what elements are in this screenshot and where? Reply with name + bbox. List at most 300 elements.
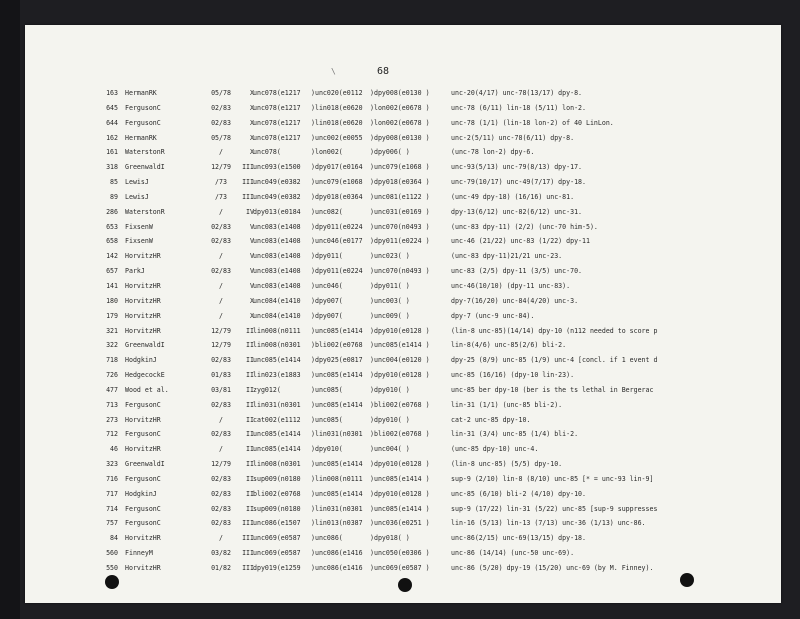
record-date: 05/78 <box>211 89 231 97</box>
chromosome: II <box>246 474 254 483</box>
result-note: unc-79(10/17) unc-49(7/17) dpy-18. <box>451 178 586 187</box>
locus-c: )dpy008(e0130 ) <box>370 133 430 142</box>
locus-c: )lon002(e0678 ) <box>370 103 430 112</box>
author-name: HorvitzHR <box>125 445 161 454</box>
locus-c: )unc081(e1122 ) <box>370 192 430 201</box>
locus-c: )unc070(n0493 ) <box>370 267 430 276</box>
locus-a: lin031(n0301 <box>253 400 301 409</box>
locus-a: unc084(e1410 <box>253 296 301 305</box>
chromosome: III <box>242 178 254 187</box>
table-row <box>25 279 781 294</box>
locus-b: )unc085(e1414 <box>311 489 363 498</box>
author-name: FinneyM <box>125 549 153 558</box>
locus-b: )unc085( <box>311 415 343 424</box>
result-note: unc-78 (1/1) (lin-18 lon-2) of 40 LinLon. <box>451 118 614 127</box>
record-number: 658 <box>106 237 118 246</box>
locus-a: unc084(e1410 <box>253 311 301 320</box>
locus-c: )dpy018( ) <box>370 534 410 543</box>
table-row <box>25 516 781 531</box>
table-row <box>25 338 781 353</box>
result-note: (unc-78 lon-2) dpy-6. <box>451 148 535 157</box>
record-number: 142 <box>106 252 118 261</box>
table-row <box>25 294 781 309</box>
author-name: HermanRK <box>125 89 157 97</box>
result-note: unc-20(4/17) unc-78(13/17) dpy-8. <box>451 89 583 97</box>
punch-hole-center <box>398 578 412 592</box>
table-row <box>25 145 781 160</box>
locus-a: unc078(e1217 <box>253 118 301 127</box>
locus-a: lin008(n0301 <box>253 460 301 469</box>
locus-a: lin023(e1883 <box>253 371 301 380</box>
locus-a: sup009(n0180 <box>253 504 301 513</box>
locus-a: cat002(e1112 <box>253 415 301 424</box>
table-row <box>25 131 781 146</box>
locus-c: )dpy018(e0364 ) <box>370 178 430 187</box>
table-row <box>25 353 781 368</box>
locus-c: )unc036(e0251 ) <box>370 519 430 528</box>
table-row <box>25 531 781 546</box>
locus-b: )unc020(e0112 <box>311 89 363 97</box>
locus-b: )unc002(e0055 <box>311 133 363 142</box>
film-frame-edge <box>0 0 20 619</box>
locus-a: unc085(e1414 <box>253 430 301 439</box>
author-name: LewisJ <box>125 192 149 201</box>
record-number: 162 <box>106 133 118 142</box>
locus-b: )dpy025(e0817 <box>311 356 363 365</box>
chromosome: V <box>250 222 254 231</box>
table-row <box>25 561 781 576</box>
locus-a: unc083(e1408 <box>253 222 301 231</box>
locus-c: )unc085(e1414 ) <box>370 341 430 350</box>
locus-c: )bli002(e0768 ) <box>370 430 430 439</box>
author-name: GreenwaldI <box>125 163 165 172</box>
locus-c: )unc070(n0493 ) <box>370 222 430 231</box>
result-note: (unc-83 dpy-11)21/21 unc-23. <box>451 252 563 261</box>
locus-a: unc083(e1408 <box>253 252 301 261</box>
author-name: HorvitzHR <box>125 281 161 290</box>
locus-b: )lin018(e0620 <box>311 118 363 127</box>
result-note: unc-86(2/15) unc-69(13/15) dpy-18. <box>451 534 586 543</box>
record-date: 12/79 <box>211 460 231 469</box>
result-note: (lin-8 unc-85)(14/14) dpy-10 (n112 needed to score p <box>451 326 658 335</box>
locus-c: )dpy010( ) <box>370 415 410 424</box>
locus-b: )dpy011(e0224 <box>311 222 363 231</box>
locus-a: unc083(e1408 <box>253 267 301 276</box>
record-number: 477 <box>106 385 118 394</box>
locus-b: )lin018(e0620 <box>311 103 363 112</box>
record-number: 550 <box>106 564 118 572</box>
record-date: 02/83 <box>211 430 231 439</box>
table-row <box>25 160 781 175</box>
locus-a: lin008(n0301 <box>253 341 301 350</box>
locus-c: )dpy008(e0130 ) <box>370 89 430 97</box>
result-note: lin-8(4/6) unc-85(2/6) bli-2. <box>451 341 567 350</box>
locus-b: )bli002(e0768 <box>311 341 363 350</box>
chromosome: IV <box>246 207 254 216</box>
record-number: 46 <box>110 445 118 454</box>
locus-b: )unc086(e1416 <box>311 564 363 572</box>
author-name: LewisJ <box>125 178 149 187</box>
locus-c: )unc050(e0306 ) <box>370 549 430 558</box>
author-name: HorvitzHR <box>125 564 161 572</box>
locus-b: )dpy007( <box>311 311 343 320</box>
record-date: 02/83 <box>211 103 231 112</box>
locus-b: )unc085(e1414 <box>311 460 363 469</box>
author-name: FergusonC <box>125 400 161 409</box>
result-note: lin-16 (5/13) lin-13 (7/13) unc-36 (1/13) unc-86. <box>451 519 646 528</box>
record-number: 286 <box>106 207 118 216</box>
record-date: 02/83 <box>211 504 231 513</box>
result-note: unc-86 (14/14) (unc-50 unc-69). <box>451 549 575 558</box>
result-note: dpy-7 (unc-9 unc-84). <box>451 311 535 320</box>
locus-a: unc085(e1414 <box>253 445 301 454</box>
author-name: FergusonC <box>125 430 161 439</box>
locus-b: )dpy017(e0164 <box>311 163 363 172</box>
table-row <box>25 309 781 324</box>
record-date: / <box>219 445 223 454</box>
locus-c: )unc004( ) <box>370 445 410 454</box>
result-note: cat-2 unc-85 dpy-10. <box>451 415 531 424</box>
locus-a: unc078(e1217 <box>253 89 301 97</box>
chromosome: II <box>246 356 254 365</box>
record-number: 163 <box>106 89 118 97</box>
record-number: 560 <box>106 549 118 558</box>
locus-b: )dpy011(e0224 <box>311 267 363 276</box>
author-name: HodgkinJ <box>125 489 157 498</box>
record-date: 01/82 <box>211 564 231 572</box>
record-number: 716 <box>106 474 118 483</box>
locus-b: )unc046( <box>311 281 343 290</box>
table-row <box>25 116 781 131</box>
author-name: FergusonC <box>125 504 161 513</box>
locus-b: )unc086( <box>311 534 343 543</box>
locus-a: unc083(e1408 <box>253 281 301 290</box>
chromosome: III <box>242 534 254 543</box>
result-note: unc-78 (6/11) lin-18 (5/11) lon-2. <box>451 103 586 112</box>
table-row <box>25 86 781 101</box>
locus-b: )unc085(e1414 <box>311 371 363 380</box>
table-row <box>25 546 781 561</box>
locus-c: )dpy011(e0224 ) <box>370 237 430 246</box>
record-date: 02/83 <box>211 118 231 127</box>
record-number: 757 <box>106 519 118 528</box>
locus-a: dpy019(e1259 <box>253 564 301 572</box>
locus-b: )unc085(e1414 <box>311 400 363 409</box>
chromosome: X <box>250 148 254 157</box>
record-date: / <box>219 415 223 424</box>
chromosome: V <box>250 237 254 246</box>
result-note: unc-86 (5/20) dpy-19 (15/20) unc-69 (by M. Finney). <box>451 564 654 572</box>
result-note: sup-9 (17/22) lin-31 (5/22) unc-85 [sup-9 suppresses <box>451 504 658 513</box>
record-date: / <box>219 252 223 261</box>
locus-c: )bli002(e0768 ) <box>370 400 430 409</box>
record-date: / <box>219 534 223 543</box>
author-name: FergusonC <box>125 519 161 528</box>
locus-c: )unc003( ) <box>370 296 410 305</box>
locus-a: unc049(e0382 <box>253 192 301 201</box>
author-name: HorvitzHR <box>125 311 161 320</box>
chromosome: II <box>246 385 254 394</box>
result-note: (unc-85 dpy-10) unc-4. <box>451 445 539 454</box>
record-number: 644 <box>106 118 118 127</box>
record-number: 273 <box>106 415 118 424</box>
record-date: 05/78 <box>211 133 231 142</box>
table-row <box>25 457 781 472</box>
chromosome: X <box>250 103 254 112</box>
locus-b: )dpy011( <box>311 252 343 261</box>
result-note: unc-85 ber dpy-10 (ber is the ts lethal in Bergerac <box>451 385 654 394</box>
result-note: unc-85 (16/16) (dpy-10 lin-23). <box>451 371 575 380</box>
author-name: FixsenW <box>125 222 153 231</box>
page-tick-mark: \ <box>331 67 336 76</box>
record-number: 323 <box>106 460 118 469</box>
locus-c: )unc023( ) <box>370 252 410 261</box>
record-number: 84 <box>110 534 118 543</box>
locus-c: )dpy010(e0128 ) <box>370 460 430 469</box>
record-date: 02/83 <box>211 237 231 246</box>
locus-c: )unc004(e0120 ) <box>370 356 430 365</box>
record-number: 179 <box>106 311 118 320</box>
record-number: 161 <box>106 148 118 157</box>
record-date: / <box>219 311 223 320</box>
locus-a: unc049(e0382 <box>253 178 301 187</box>
record-date: 12/79 <box>211 341 231 350</box>
locus-b: )dpy007( <box>311 296 343 305</box>
result-note: dpy-13(6/12) unc-82(6/12) unc-31. <box>451 207 583 216</box>
locus-b: )unc086(e1416 <box>311 549 363 558</box>
author-name: FixsenW <box>125 237 153 246</box>
record-date: /73 <box>215 192 227 201</box>
chromosome: II <box>246 504 254 513</box>
record-number: 713 <box>106 400 118 409</box>
record-number: 718 <box>106 356 118 365</box>
locus-b: )unc085( <box>311 385 343 394</box>
result-note: lin-31 (1/1) (unc-85 bli-2). <box>451 400 563 409</box>
author-name: HorvitzHR <box>125 252 161 261</box>
author-name: HedgecockE <box>125 371 165 380</box>
author-name: WaterstonR <box>125 148 165 157</box>
locus-a: unc093(e1500 <box>253 163 301 172</box>
result-note: unc-46(10/10) (dpy-11 unc-83). <box>451 281 571 290</box>
chromosome: III <box>242 549 254 558</box>
locus-c: )unc079(e1068 ) <box>370 163 430 172</box>
page-number: 68 <box>377 66 390 77</box>
result-note: unc-83 (2/5) dpy-11 (3/5) unc-70. <box>451 267 583 276</box>
record-date: 01/83 <box>211 371 231 380</box>
table-row <box>25 205 781 220</box>
author-name: GreenwaldI <box>125 341 165 350</box>
table-row <box>25 324 781 339</box>
record-date: / <box>219 148 223 157</box>
record-date: 12/79 <box>211 163 231 172</box>
locus-c: )dpy010(e0128 ) <box>370 489 430 498</box>
record-number: 318 <box>106 163 118 172</box>
record-date: 03/82 <box>211 549 231 558</box>
locus-b: )lin008(n0111 <box>311 474 363 483</box>
chromosome: III <box>242 564 254 572</box>
table-row <box>25 249 781 264</box>
locus-b: )lon002( <box>311 148 343 157</box>
chromosome: X <box>250 133 254 142</box>
chromosome: II <box>246 415 254 424</box>
locus-b: )lin031(n0301 <box>311 504 363 513</box>
table-row <box>25 234 781 249</box>
record-number: 645 <box>106 103 118 112</box>
chromosome: III <box>242 192 254 201</box>
record-date: 02/83 <box>211 489 231 498</box>
result-note: sup-9 (2/10) lin-8 (8/10) unc-85 [* = unc-93 lin-9] <box>451 474 654 483</box>
locus-a: bli002(e0768 <box>253 489 301 498</box>
author-name: HermanRK <box>125 133 157 142</box>
punch-hole-left <box>105 575 119 589</box>
locus-b: )unc079(e1068 <box>311 178 363 187</box>
locus-a: unc083(e1408 <box>253 237 301 246</box>
table-row <box>25 220 781 235</box>
author-name: HodgkinJ <box>125 356 157 365</box>
result-note: unc-2(5/11) unc-78(6/11) dpy-8. <box>451 133 575 142</box>
chromosome: II <box>246 445 254 454</box>
table-row <box>25 413 781 428</box>
result-note: (unc-49 dpy-18) (16/16) unc-81. <box>451 192 575 201</box>
locus-c: )unc009( ) <box>370 311 410 320</box>
record-number: 712 <box>106 430 118 439</box>
locus-b: )unc046(e0177 <box>311 237 363 246</box>
author-name: FergusonC <box>125 118 161 127</box>
record-number: 141 <box>106 281 118 290</box>
table-row <box>25 368 781 383</box>
chromosome: II <box>246 326 254 335</box>
table-row <box>25 383 781 398</box>
record-number: 657 <box>106 267 118 276</box>
locus-a: unc078( <box>253 148 281 157</box>
chromosome: II <box>246 400 254 409</box>
locus-a: unc086(e1507 <box>253 519 301 528</box>
record-date: 02/83 <box>211 400 231 409</box>
result-note: lin-31 (3/4) unc-85 (1/4) bli-2. <box>451 430 579 439</box>
record-number: 726 <box>106 371 118 380</box>
author-name: ParkJ <box>125 267 145 276</box>
record-date: 02/83 <box>211 222 231 231</box>
chromosome: X <box>250 118 254 127</box>
author-name: Wood et al. <box>125 385 169 394</box>
locus-b: )unc082( <box>311 207 343 216</box>
chromosome: X <box>250 296 254 305</box>
locus-a: unc069(e0587 <box>253 534 301 543</box>
chromosome: II <box>246 460 254 469</box>
table-row <box>25 472 781 487</box>
record-date: 02/83 <box>211 267 231 276</box>
author-name: HorvitzHR <box>125 415 161 424</box>
author-name: WaterstonR <box>125 207 165 216</box>
record-number: 653 <box>106 222 118 231</box>
chromosome: III <box>242 519 254 528</box>
locus-a: unc078(e1217 <box>253 103 301 112</box>
locus-a: lin008(n0111 <box>253 326 301 335</box>
table-row <box>25 487 781 502</box>
punch-hole-right <box>680 573 694 587</box>
result-note: (unc-83 dpy-11) (2/2) (unc-70 him-5). <box>451 222 598 231</box>
table-row <box>25 190 781 205</box>
chromosome: V <box>250 267 254 276</box>
record-number: 714 <box>106 504 118 513</box>
record-date: 02/83 <box>211 519 231 528</box>
locus-c: )lon002(e0678 ) <box>370 118 430 127</box>
locus-b: )unc085(e1414 <box>311 326 363 335</box>
chromosome: V <box>250 281 254 290</box>
result-note: (lin-8 unc-85) (5/5) dpy-10. <box>451 460 563 469</box>
chromosome: III <box>242 163 254 172</box>
locus-c: )dpy010(e0128 ) <box>370 326 430 335</box>
locus-b: )dpy010( <box>311 445 343 454</box>
locus-a: unc078(e1217 <box>253 133 301 142</box>
locus-a: dpy013(e0184 <box>253 207 301 216</box>
record-date: 03/81 <box>211 385 231 394</box>
locus-b: )lin031(n0301 <box>311 430 363 439</box>
author-name: HorvitzHR <box>125 534 161 543</box>
chromosome: II <box>246 371 254 380</box>
table-row <box>25 101 781 116</box>
locus-c: )dpy010(e0128 ) <box>370 371 430 380</box>
result-note: dpy-7(16/20) unc-84(4/20) unc-3. <box>451 296 579 305</box>
chromosome: V <box>250 252 254 261</box>
record-date: 02/83 <box>211 356 231 365</box>
table-row <box>25 175 781 190</box>
locus-a: unc085(e1414 <box>253 356 301 365</box>
chromosome: II <box>246 430 254 439</box>
locus-a: unc069(e0587 <box>253 549 301 558</box>
record-date: 02/83 <box>211 474 231 483</box>
record-number: 717 <box>106 489 118 498</box>
author-name: FergusonC <box>125 103 161 112</box>
record-number: 89 <box>110 192 118 201</box>
locus-c: )dpy011( ) <box>370 281 410 290</box>
chromosome: II <box>246 489 254 498</box>
author-name: HorvitzHR <box>125 326 161 335</box>
table-row <box>25 502 781 517</box>
locus-c: )dpy010( ) <box>370 385 410 394</box>
record-date: / <box>219 281 223 290</box>
locus-b: )lin013(n0387 <box>311 519 363 528</box>
table-row <box>25 442 781 457</box>
author-name: GreenwaldI <box>125 460 165 469</box>
document-page <box>25 25 781 603</box>
record-date: /73 <box>215 178 227 187</box>
author-name: HorvitzHR <box>125 296 161 305</box>
record-date: / <box>219 296 223 305</box>
record-number: 85 <box>110 178 118 187</box>
mapping-data-table <box>25 86 781 576</box>
locus-a: sup009(n0180 <box>253 474 301 483</box>
table-row <box>25 427 781 442</box>
record-number: 321 <box>106 326 118 335</box>
table-row <box>25 398 781 413</box>
table-row <box>25 264 781 279</box>
record-number: 322 <box>106 341 118 350</box>
locus-c: )unc031(e0169 ) <box>370 207 430 216</box>
record-number: 180 <box>106 296 118 305</box>
locus-b: )dpy018(e0364 <box>311 192 363 201</box>
locus-c: )unc085(e1414 ) <box>370 474 430 483</box>
author-name: FergusonC <box>125 474 161 483</box>
chromosome: X <box>250 311 254 320</box>
locus-c: )dpy006( ) <box>370 148 410 157</box>
locus-c: )unc069(e0587 ) <box>370 564 430 572</box>
result-note: dpy-25 (8/9) unc-85 (1/9) unc-4 [concl. if 1 event d <box>451 356 658 365</box>
locus-c: )unc085(e1414 ) <box>370 504 430 513</box>
chromosome: II <box>246 341 254 350</box>
chromosome: X <box>250 89 254 97</box>
locus-a: zyg012( <box>253 385 281 394</box>
